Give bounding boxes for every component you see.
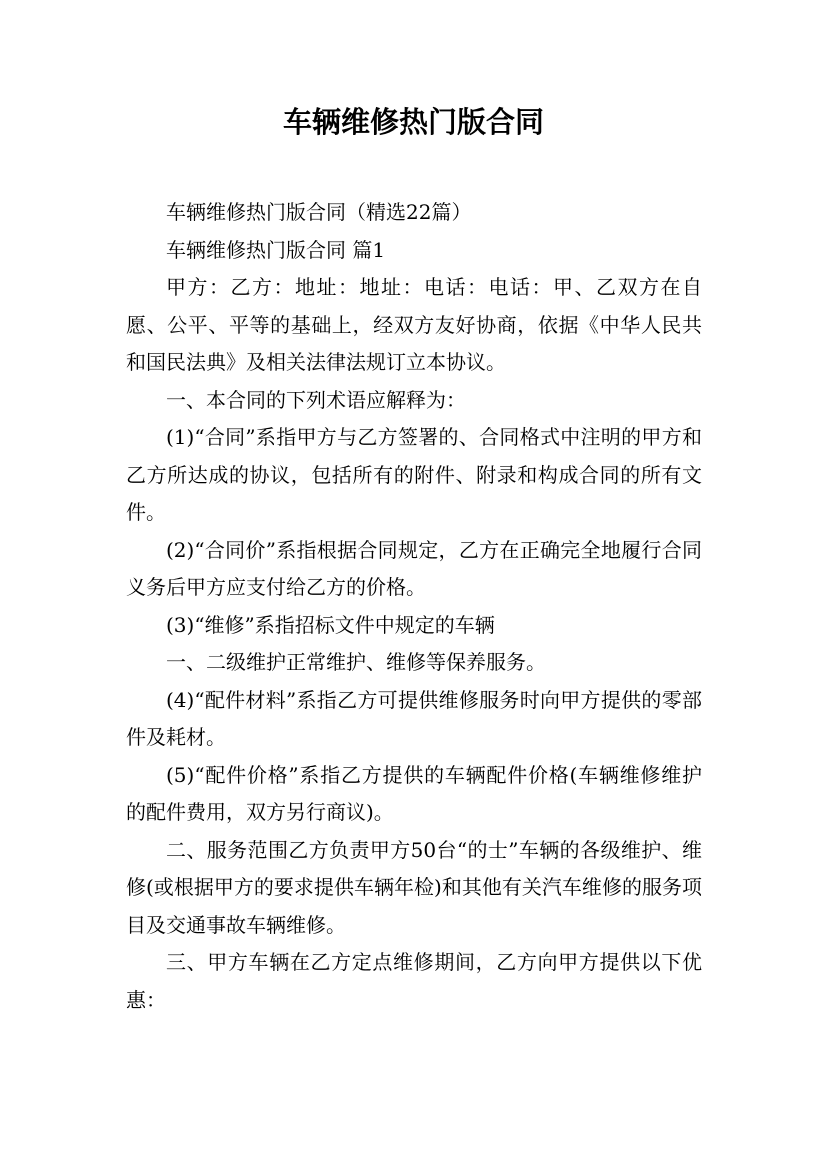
document-body [126, 194, 702, 1019]
paragraph-subtitle: 车辆维修热门版合同（精选22篇） [166, 200, 472, 224]
paragraph-discounts: 三、甲方车辆在乙方定点维修期间，乙方向甲方提供以下优惠： [126, 950, 702, 1012]
paragraph-term-repair: (3)“维修”系指招标文件中规定的车辆 [166, 612, 495, 637]
paragraph-maintenance-levels: 一、二级维护正常维护、维修等保养服务。 [166, 650, 546, 674]
paragraph-term-parts-price: (5)“配件价格”系指乙方提供的车辆配件价格(车辆维修维护的配件费用，双方另行商议)。 [126, 762, 702, 824]
paragraph-term-contract: (1)“合同”系指甲方与乙方签署的、合同格式中注明的甲方和乙方所达成的协议，包括所有的附件、附录和构成合同的所有文件。 [126, 425, 702, 524]
paragraph-section-heading: 车辆维修热门版合同 篇1 [166, 237, 386, 262]
paragraph-service-scope: 二、服务范围乙方负责甲方50台“的士”车辆的各级维护、维修(或根据甲方的要求提供车辆年检)和其他有关汽车维修的服务项目及交通事故车辆维修。 [126, 837, 702, 937]
paragraph-term-parts: (4)“配件材料”系指乙方可提供维修服务时向甲方提供的零部件及耗材。 [126, 687, 702, 749]
document-title: 车辆维修热门版合同 [282, 105, 544, 139]
paragraph-terms-intro: 一、本合同的下列术语应解释为： [166, 387, 466, 412]
paragraph-parties: 甲方：乙方：地址：地址：电话：电话：甲、乙双方在自愿、公平、平等的基础上，经双方友好协商，依据《中华人民共和国民法典》及相关法律法规订立本协议。 [126, 275, 702, 374]
paragraph-term-price: (2)“合同价”系指根据合同规定，乙方在正确完全地履行合同义务后甲方应支付给乙方的价格。 [126, 537, 702, 599]
